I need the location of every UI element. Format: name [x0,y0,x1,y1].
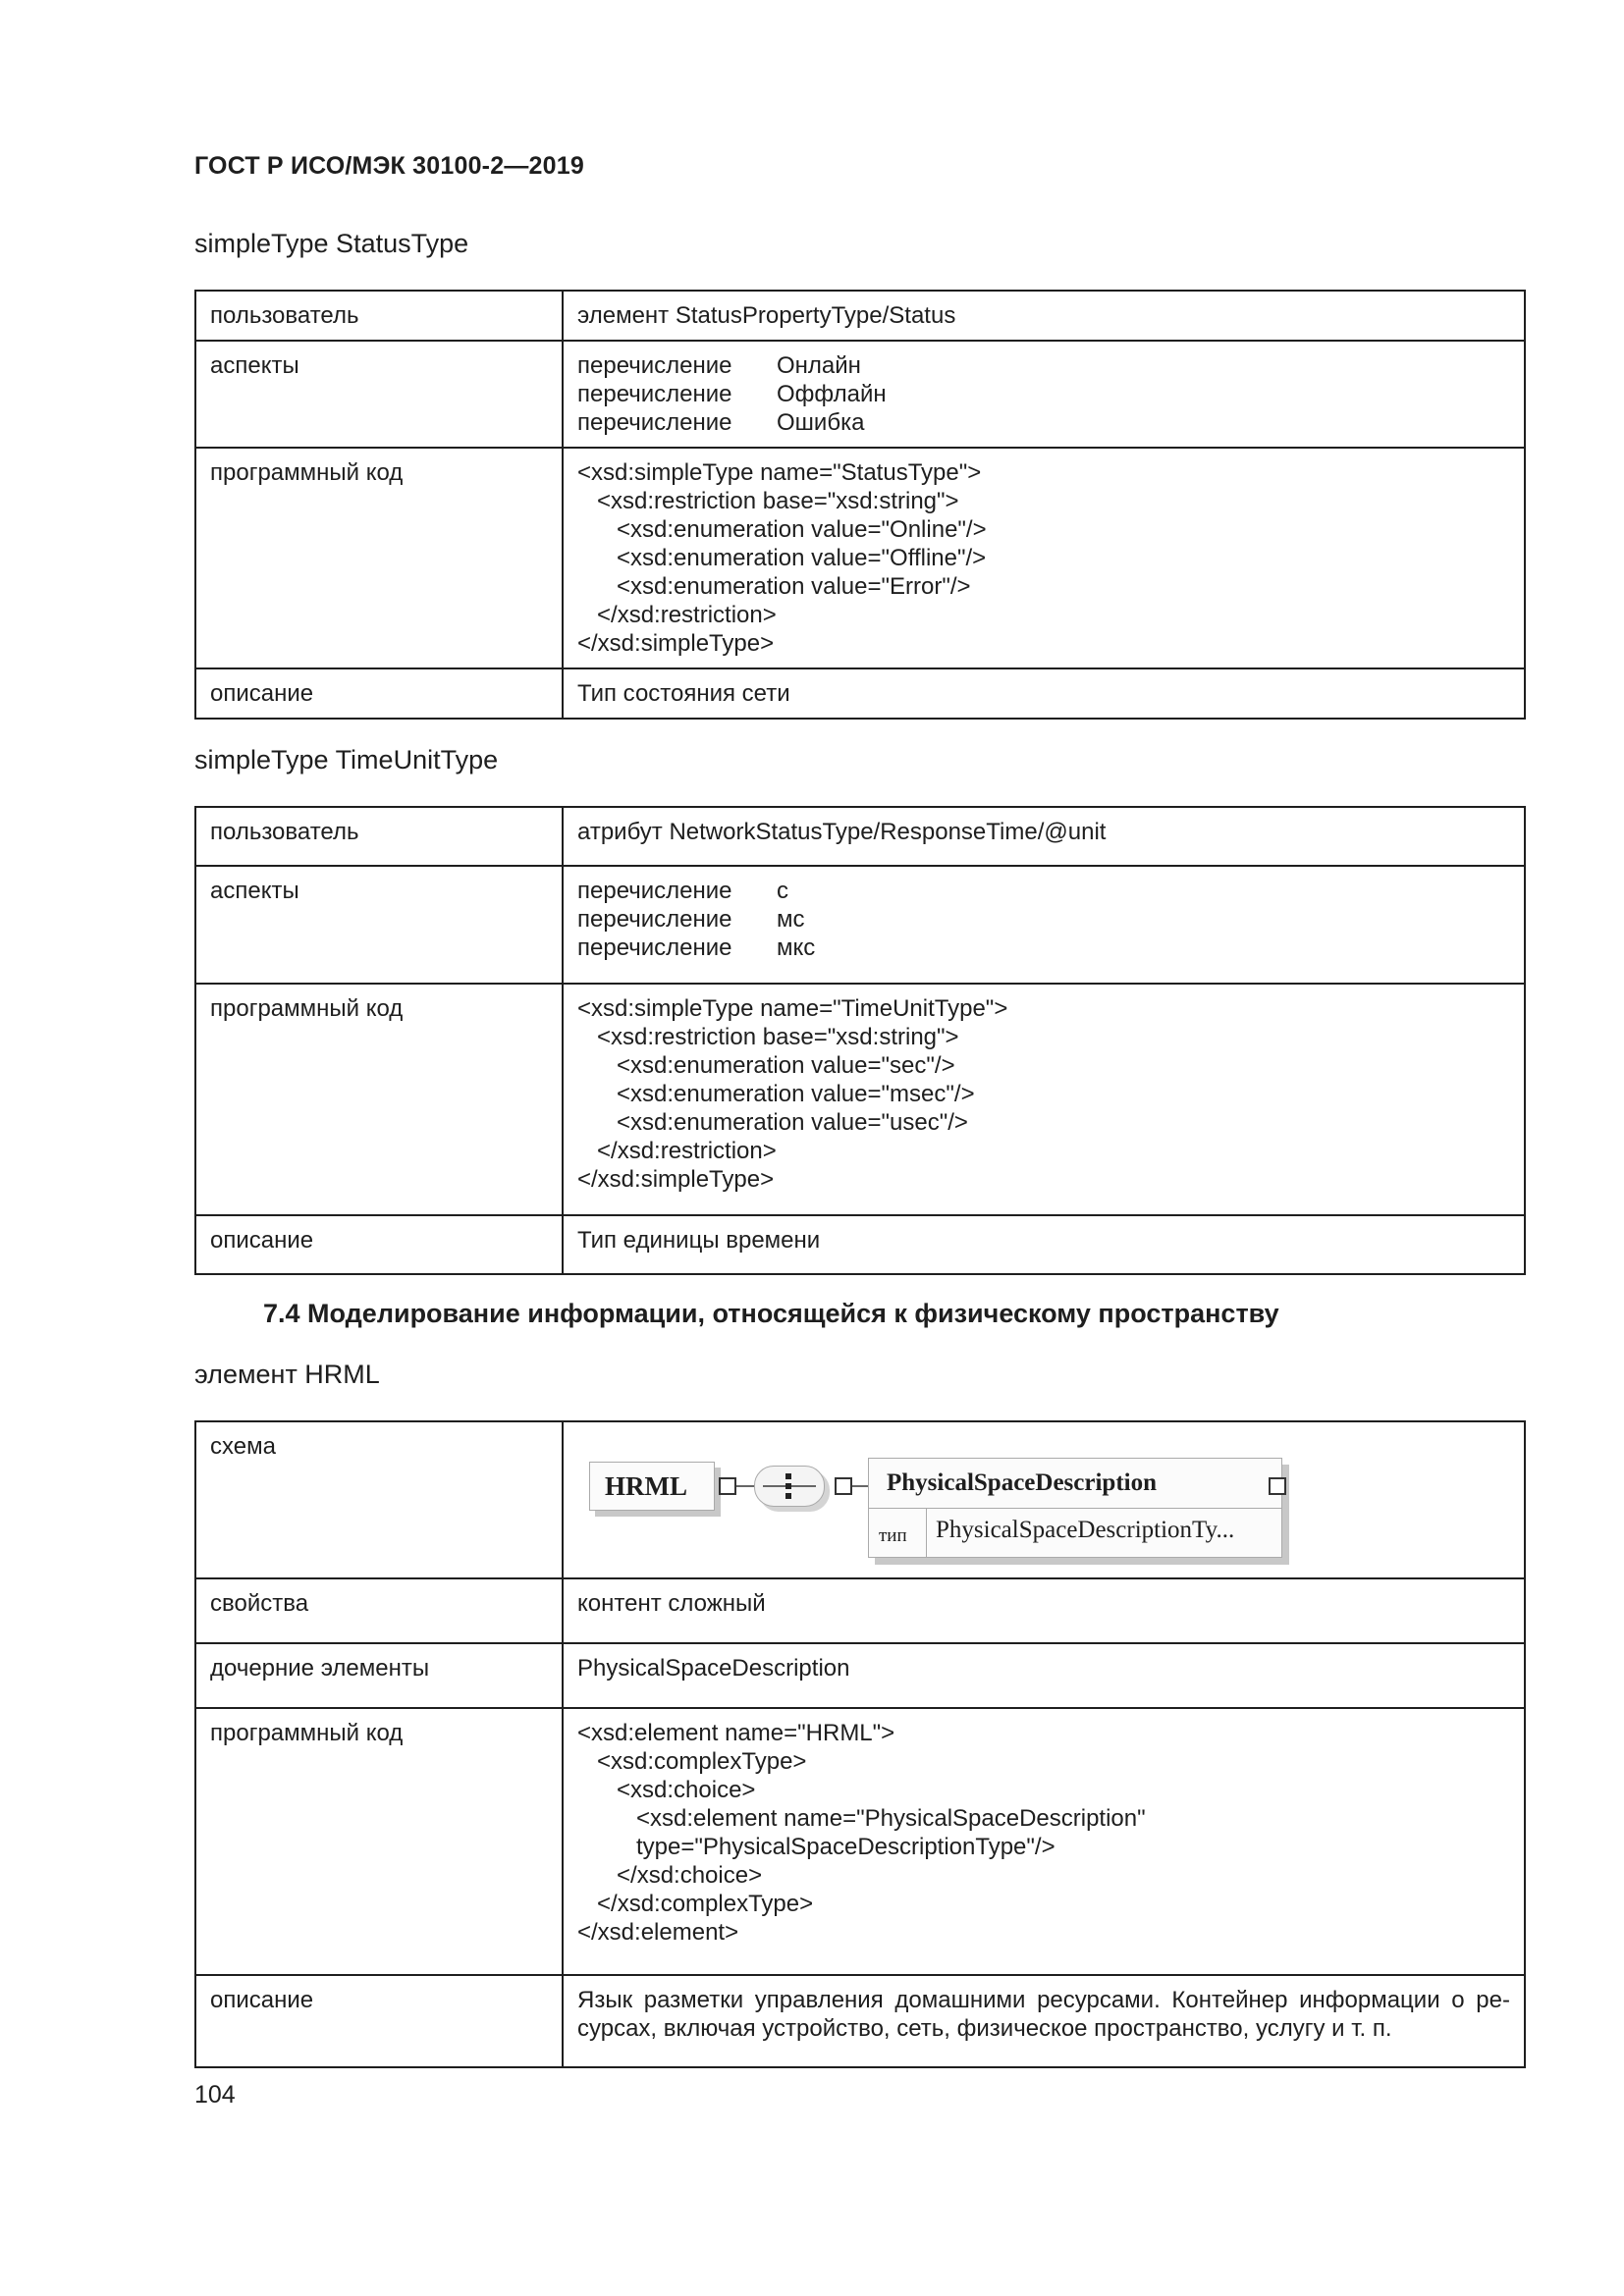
row-value: Тип единицы времени [563,1215,1525,1274]
timeunittype-table [194,806,1526,1275]
facet-item: перечисление Онлайн [577,352,861,379]
element-label: элемент HRML [194,1360,380,1389]
facet-item: перечисление Ошибка [577,409,865,436]
code-line: <xsd:enumeration value="usec"/> [577,1109,968,1136]
row-key: схема [195,1421,563,1578]
table-row [195,1643,1525,1708]
row-key: свойства [195,1578,563,1643]
row-key: дочерние элементы [195,1643,563,1708]
code-line: </xsd:complexType> [577,1891,814,1917]
row-key: программный код [195,984,563,1215]
table-row [195,668,1525,719]
code-line: <xsd:element name="HRML"> [577,1720,895,1746]
code-line: type="PhysicalSpaceDescriptionType"/> [577,1834,1056,1860]
code-line: <xsd:simpleType name="StatusType"> [577,459,982,486]
code-cell [563,1708,1525,1975]
facets-cell [563,866,1525,984]
table-row [195,1708,1525,1975]
code-line: </xsd:restriction> [577,1138,777,1164]
code-line: <xsd:enumeration value="Offline"/> [577,545,987,571]
table-row [195,1578,1525,1643]
row-key: программный код [195,1708,563,1975]
page-number: 104 [194,2081,236,2109]
code-line: <xsd:enumeration value="Online"/> [577,516,987,543]
row-key: описание [195,1215,563,1274]
facet-item: перечисление мкс [577,934,816,961]
expand-icon [719,1477,736,1495]
section-heading: 7.4 Моделирование информации, относящейся к физическому пространству [263,1299,1279,1328]
schema-cell [563,1421,1525,1578]
expand-icon [835,1477,852,1495]
code-cell [563,448,1525,668]
type-value: PhysicalSpaceDescriptionTy... [936,1517,1235,1543]
table-row [195,291,1525,341]
row-key: описание [195,1975,563,2067]
table-row [195,1975,1525,2067]
hrml-table [194,1420,1526,2068]
choice-compositor-icon [754,1466,825,1507]
code-cell [563,984,1525,1215]
facet-item: перечисление с [577,878,788,904]
facet-item: перечисление мс [577,906,805,933]
table-row [195,807,1525,866]
row-value: Язык разметки управления домашними ресурсами. Контейнер информации о ресурсах, включая устройство, сеть, физическое пространство, услугу и т. п. [563,1975,1525,2067]
table-row [195,1421,1525,1578]
code-line: </xsd:simpleType> [577,630,775,657]
code-line: <xsd:simpleType name="TimeUnitType"> [577,995,1008,1022]
type-label: тип [879,1525,907,1546]
section-label-statustype: simpleType StatusType [194,229,469,258]
row-value: Тип состояния сети [563,668,1525,719]
code-line: <xsd:restriction base="xsd:string"> [577,1024,959,1050]
section-label-timeunittype: simpleType TimeUnitType [194,745,499,774]
facets-cell [563,341,1525,448]
table-row [195,1215,1525,1274]
code-line: <xsd:element name="PhysicalSpaceDescription" [577,1805,1146,1832]
row-key: аспекты [195,341,563,448]
table-row [195,866,1525,984]
row-key: программный код [195,448,563,668]
table-row [195,984,1525,1215]
code-line: <xsd:restriction base="xsd:string"> [577,488,959,514]
document-header: ГОСТ Р ИСО/МЭК 30100-2—2019 [194,152,584,180]
hrml-node: HRML [589,1462,715,1511]
row-key: описание [195,668,563,719]
facet-item: перечисление Оффлайн [577,381,887,407]
code-line: </xsd:simpleType> [577,1166,775,1193]
node-name: PhysicalSpaceDescription [887,1469,1157,1496]
code-line: <xsd:enumeration value="msec"/> [577,1081,975,1107]
row-value: контент сложный [563,1578,1525,1643]
row-value: элемент StatusPropertyType/Status [563,291,1525,341]
code-line: </xsd:element> [577,1919,739,1946]
row-key: аспекты [195,866,563,984]
row-key: пользователь [195,291,563,341]
code-line: <xsd:enumeration value="sec"/> [577,1052,955,1079]
code-line: <xsd:complexType> [577,1748,807,1775]
table-row [195,341,1525,448]
table-row [195,448,1525,668]
code-line: <xsd:enumeration value="Error"/> [577,573,971,600]
row-key: пользователь [195,807,563,866]
code-line: </xsd:restriction> [577,602,777,628]
code-line: <xsd:choice> [577,1777,756,1803]
row-value: атрибут NetworkStatusType/ResponseTime/@unit [563,807,1525,866]
code-line: </xsd:choice> [577,1862,763,1889]
connector-line [852,1485,868,1487]
physical-space-description-node [868,1458,1282,1558]
row-value: PhysicalSpaceDescription [563,1643,1525,1708]
schema-diagram [577,1432,1510,1560]
expand-icon [1269,1477,1286,1495]
statustype-table [194,290,1526,720]
